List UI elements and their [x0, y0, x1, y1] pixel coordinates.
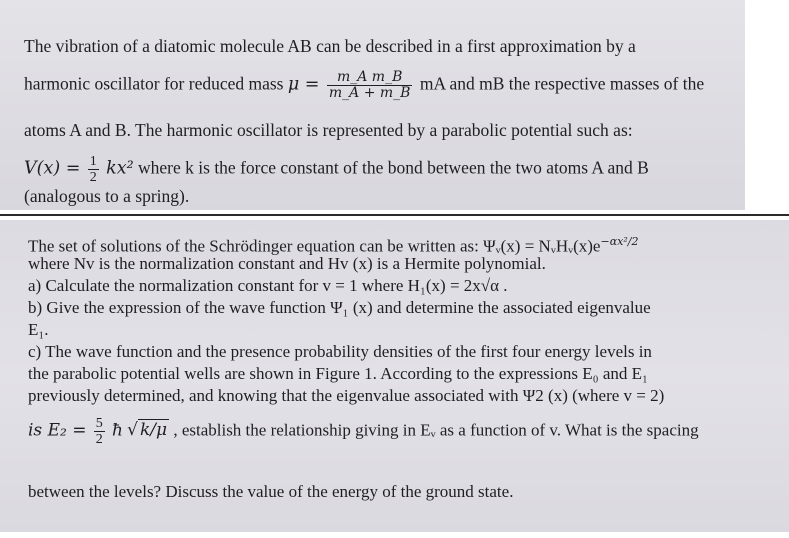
text-line: (analogous to a spring).: [24, 186, 190, 206]
math-hbar: ħ: [111, 420, 123, 441]
text-line: previously determined, and knowing that the eigenvalue associated with Ψ2 (x) (where v = 2): [28, 386, 665, 405]
fraction-one-half: [88, 154, 99, 185]
text-line-potential: [24, 154, 649, 185]
text-span: The set of solutions of the Schrödinger equation can be written as: Ψᵥ(x) = NᵥHᵥ(x)e: [28, 236, 601, 256]
text-line: where Nv is the normalization constant and Hv (x) is a Hermite polynomial.: [28, 254, 546, 273]
math-e2-lhs: is E₂ =: [28, 420, 87, 441]
math-potential-lhs: V(x) =: [24, 158, 81, 179]
problem-photo-top: [0, 0, 745, 210]
text-span: harmonic oscillator for reduced mass: [24, 73, 284, 94]
fraction-numerator: 5: [95, 416, 103, 431]
fraction-numerator: m_A m_B: [327, 70, 413, 86]
question-b: b) Give the expression of the wave function Ψ₁ (x) and determine the associated eigenvalue: [28, 298, 651, 317]
text-line-e2: [28, 416, 699, 447]
problem-photo-bottom: [0, 220, 789, 532]
text-line: the parabolic potential wells are shown in Figure 1. According to the expressions E₀ and E₁: [28, 364, 648, 383]
question-a: a) Calculate the normalization constant for v = 1 where H₁(x) = 2x√α .: [28, 276, 508, 295]
text-line: E₁.: [28, 320, 49, 339]
question-c: c) The wave function and the presence probability densities of the first four energy levels in: [28, 342, 652, 361]
exponent: −αx²/2: [600, 235, 639, 248]
text-line-reduced-mass: [24, 70, 704, 101]
fraction-numerator: 1: [89, 154, 97, 169]
fraction-denominator: m_A + m_B: [328, 85, 411, 101]
text-line: between the levels? Discuss the value of the energy of the ground state.: [28, 482, 514, 501]
fraction-five-halves: [94, 416, 105, 447]
sqrt-radicand: k/μ: [139, 420, 168, 441]
math-potential-rhs: kx²: [106, 158, 134, 179]
fraction-denominator: 2: [89, 170, 97, 185]
fraction-denominator: 2: [95, 432, 103, 447]
fraction-reduced-mass: [327, 70, 413, 101]
text-line-schrodinger: [28, 232, 638, 257]
math-sqrt: √ k/μ: [127, 420, 168, 441]
text-span: where k is the force constant of the bond between the two atoms A and B: [138, 157, 649, 178]
math-mu: μ =: [287, 74, 320, 95]
text-line: The vibration of a diatomic molecule AB can be described in a first approximation by a: [24, 36, 636, 56]
text-span: , establish the relationship giving in Eᵥ as a function of v. What is the spacing: [173, 420, 699, 440]
text-line: atoms A and B. The harmonic oscillator is represented by a parabolic potential such as:: [24, 120, 633, 140]
text-span: mA and mB the respective masses of the: [419, 73, 705, 94]
divider: [0, 214, 789, 216]
